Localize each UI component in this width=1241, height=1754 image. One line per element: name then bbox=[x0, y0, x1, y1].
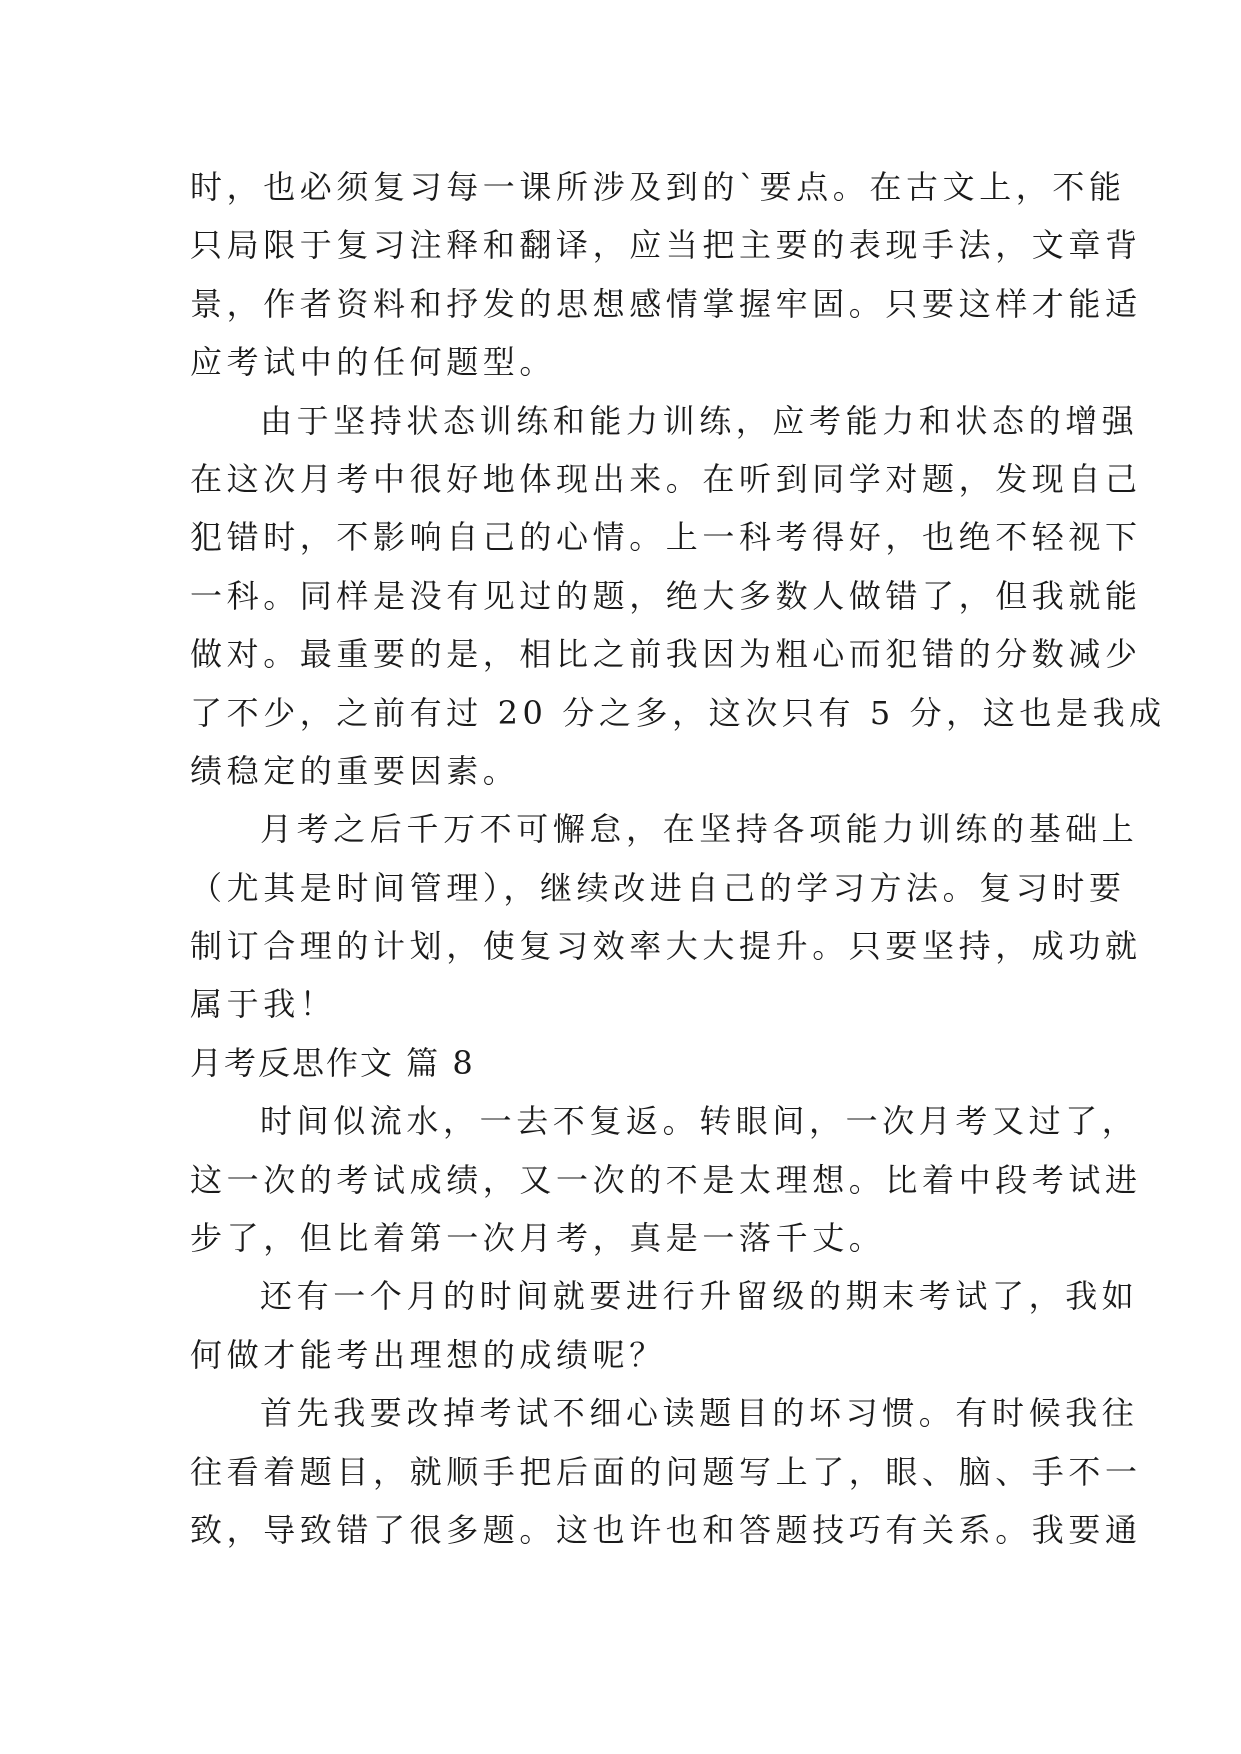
section-heading: 月考反思作文 篇 8 bbox=[190, 1043, 475, 1082]
text-line: 何做才能考出理想的成绩呢？ bbox=[190, 1335, 666, 1374]
text-line: 时间似流水，一去不复返。转眼间，一次月考又过了， bbox=[260, 1102, 1139, 1141]
text-line: 一科。同样是没有见过的题，绝大多数人做错了，但我就能 bbox=[190, 576, 1142, 615]
text-line: 还有一个月的时间就要进行升留级的期末考试了，我如 bbox=[260, 1277, 1139, 1316]
text-line: 往看着题目，就顺手把后面的问题写上了，眼、脑、手不一 bbox=[190, 1452, 1142, 1491]
text-line: 这一次的考试成绩，又一次的不是太理想。比着中段考试进 bbox=[190, 1160, 1142, 1199]
text-line: 属于我！ bbox=[190, 985, 337, 1024]
text-line: 制订合理的计划，使复习效率大大提升。只要坚持，成功就 bbox=[190, 927, 1142, 966]
text-line: 月考之后千万不可懈怠，在坚持各项能力训练的基础上 bbox=[260, 810, 1139, 849]
text-line: 了不少，之前有过 20 分之多，这次只有 5 分，这也是我成 bbox=[190, 693, 1166, 732]
text-line: 在这次月考中很好地体现出来。在听到同学对题，发现自己 bbox=[190, 459, 1142, 498]
text-line: 犯错时，不影响自己的心情。上一科考得好，也绝不轻视下 bbox=[190, 518, 1142, 557]
text-line: 绩稳定的重要因素。 bbox=[190, 751, 520, 790]
text-line: （尤其是时间管理），继续改进自己的学习方法。复习时要 bbox=[190, 868, 1126, 907]
text-line: 致，导致错了很多题。这也许也和答题技巧有关系。我要通 bbox=[190, 1510, 1142, 1549]
text-line: 首先我要改掉考试不细心读题目的坏习惯。有时候我往 bbox=[260, 1394, 1139, 1433]
text-line: 景，作者资料和抒发的思想感情掌握牢固。只要这样才能适 bbox=[190, 284, 1142, 323]
text-line: 应考试中的任何题型。 bbox=[190, 343, 557, 382]
text-line: 步了，但比着第一次月考，真是一落千丈。 bbox=[190, 1219, 886, 1258]
document-body bbox=[190, 158, 1166, 1559]
text-line: 只局限于复习注释和翻译，应当把主要的表现手法，文章背 bbox=[190, 226, 1142, 265]
text-line: 时，也必须复习每一课所涉及到的`要点。在古文上，不能 bbox=[190, 168, 1126, 206]
text-line: 做对。最重要的是，相比之前我因为粗心而犯错的分数减少 bbox=[190, 635, 1142, 674]
text-line: 由于坚持状态训练和能力训练，应考能力和状态的增强 bbox=[260, 401, 1139, 440]
